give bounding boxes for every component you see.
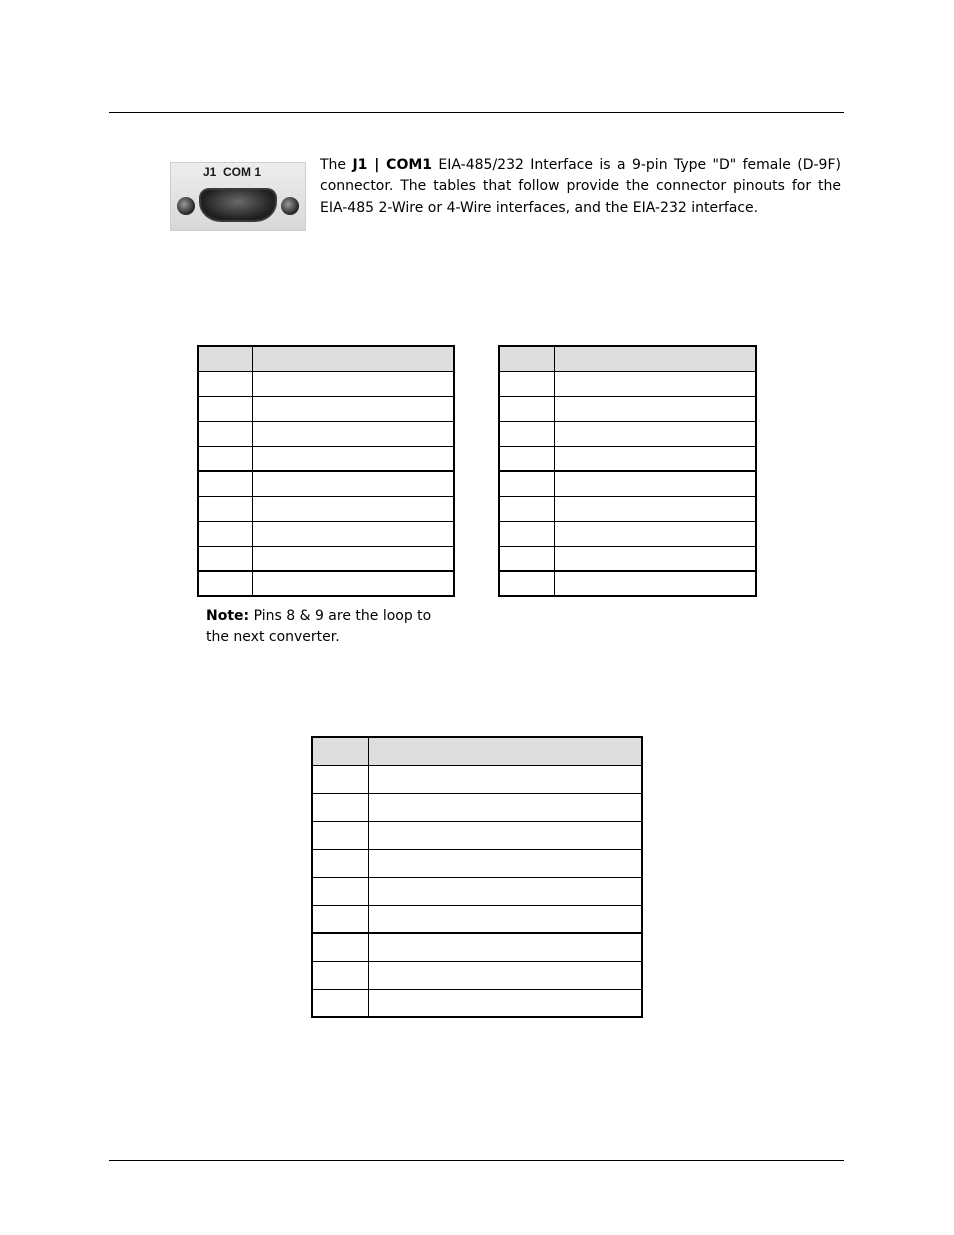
signal-cell: [554, 521, 756, 546]
table-row: [198, 446, 454, 471]
header-cell: [499, 346, 554, 371]
pin-cell: [312, 905, 368, 933]
pin-cell: [198, 396, 252, 421]
eia232-table: [311, 736, 643, 1018]
table-row: [499, 371, 756, 396]
signal-cell: [252, 521, 454, 546]
signal-cell: [368, 849, 642, 877]
signal-cell: [554, 546, 756, 571]
pin-cell: [499, 421, 554, 446]
table-row: [198, 371, 454, 396]
signal-cell: [252, 571, 454, 596]
table-row: [499, 446, 756, 471]
signal-cell: [252, 421, 454, 446]
screw-icon: [281, 197, 299, 215]
note-body: Pins 8 & 9 are the loop to the next converter.: [206, 608, 432, 645]
d9-connector-icon: [199, 188, 277, 222]
pin-cell: [499, 496, 554, 521]
pin-cell: [198, 521, 252, 546]
connector-name: J1 | COM1: [352, 157, 433, 173]
table-row: [198, 521, 454, 546]
signal-cell: [368, 989, 642, 1017]
pin-cell: [499, 446, 554, 471]
signal-cell: [368, 793, 642, 821]
table-row: [312, 765, 642, 793]
table-row: [198, 571, 454, 596]
pin-cell: [312, 933, 368, 961]
signal-cell: [368, 933, 642, 961]
photo-label: J1 COM 1: [203, 165, 262, 179]
pin-cell: [312, 961, 368, 989]
signal-cell: [554, 421, 756, 446]
pin-cell: [198, 471, 252, 496]
pin-cell: [499, 396, 554, 421]
pin-cell: [198, 571, 252, 596]
header-cell: [312, 737, 368, 765]
connector-photo: [170, 162, 306, 231]
pin-cell: [312, 821, 368, 849]
signal-cell: [252, 471, 454, 496]
note-text: [206, 606, 456, 648]
signal-cell: [368, 905, 642, 933]
intro-text: EIA-485/232 Interface is a 9-pin Type "D" female (D-9F) connector. The tables that follow provide the connector pinouts for the EIA-485 2-Wire or 4-Wire interfaces, and the EIA-232 interface.: [320, 157, 841, 216]
header-rule: [109, 112, 844, 113]
pin-cell: [312, 877, 368, 905]
pin-cell: [499, 521, 554, 546]
signal-cell: [368, 765, 642, 793]
pin-cell: [312, 793, 368, 821]
table-row: [198, 421, 454, 446]
table-row: [499, 546, 756, 571]
signal-cell: [368, 961, 642, 989]
table-header-row: [312, 737, 642, 765]
signal-cell: [554, 496, 756, 521]
pin-cell: [312, 989, 368, 1017]
table-row: [312, 961, 642, 989]
pin-cell: [499, 471, 554, 496]
table-row: [312, 849, 642, 877]
footer-rule: [109, 1160, 844, 1161]
signal-cell: [252, 446, 454, 471]
signal-cell: [368, 877, 642, 905]
pin-cell: [312, 849, 368, 877]
pin-cell: [198, 546, 252, 571]
table-row: [198, 496, 454, 521]
signal-cell: [252, 371, 454, 396]
pin-cell: [499, 546, 554, 571]
signal-cell: [554, 446, 756, 471]
intro-paragraph: [320, 155, 841, 219]
signal-cell: [554, 371, 756, 396]
table-row: [198, 396, 454, 421]
table-row: [499, 496, 756, 521]
header-cell: [554, 346, 756, 371]
table-row: [312, 933, 642, 961]
table-row: [312, 821, 642, 849]
screw-icon: [177, 197, 195, 215]
table-header-row: [499, 346, 756, 371]
pin-cell: [499, 571, 554, 596]
intro-prefix: The: [320, 157, 353, 173]
table-row: [312, 793, 642, 821]
table-row: [499, 396, 756, 421]
table-row: [198, 471, 454, 496]
eia485-2wire-table: [197, 345, 455, 597]
pin-cell: [198, 446, 252, 471]
header-cell: [252, 346, 454, 371]
table-row: [198, 546, 454, 571]
signal-cell: [252, 546, 454, 571]
pin-cell: [312, 765, 368, 793]
signal-cell: [554, 571, 756, 596]
table-header-row: [198, 346, 454, 371]
note-label: Note:: [206, 608, 250, 624]
pin-cell: [198, 421, 252, 446]
pin-cell: [198, 371, 252, 396]
signal-cell: [252, 396, 454, 421]
signal-cell: [554, 396, 756, 421]
signal-cell: [554, 471, 756, 496]
table-row: [499, 521, 756, 546]
table-row: [499, 471, 756, 496]
table-row: [499, 571, 756, 596]
header-cell: [368, 737, 642, 765]
table-row: [499, 421, 756, 446]
table-row: [312, 877, 642, 905]
pin-cell: [499, 371, 554, 396]
signal-cell: [252, 496, 454, 521]
table-row: [312, 905, 642, 933]
signal-cell: [368, 821, 642, 849]
pin-cell: [198, 496, 252, 521]
eia485-4wire-table: [498, 345, 757, 597]
header-cell: [198, 346, 252, 371]
table-row: [312, 989, 642, 1017]
